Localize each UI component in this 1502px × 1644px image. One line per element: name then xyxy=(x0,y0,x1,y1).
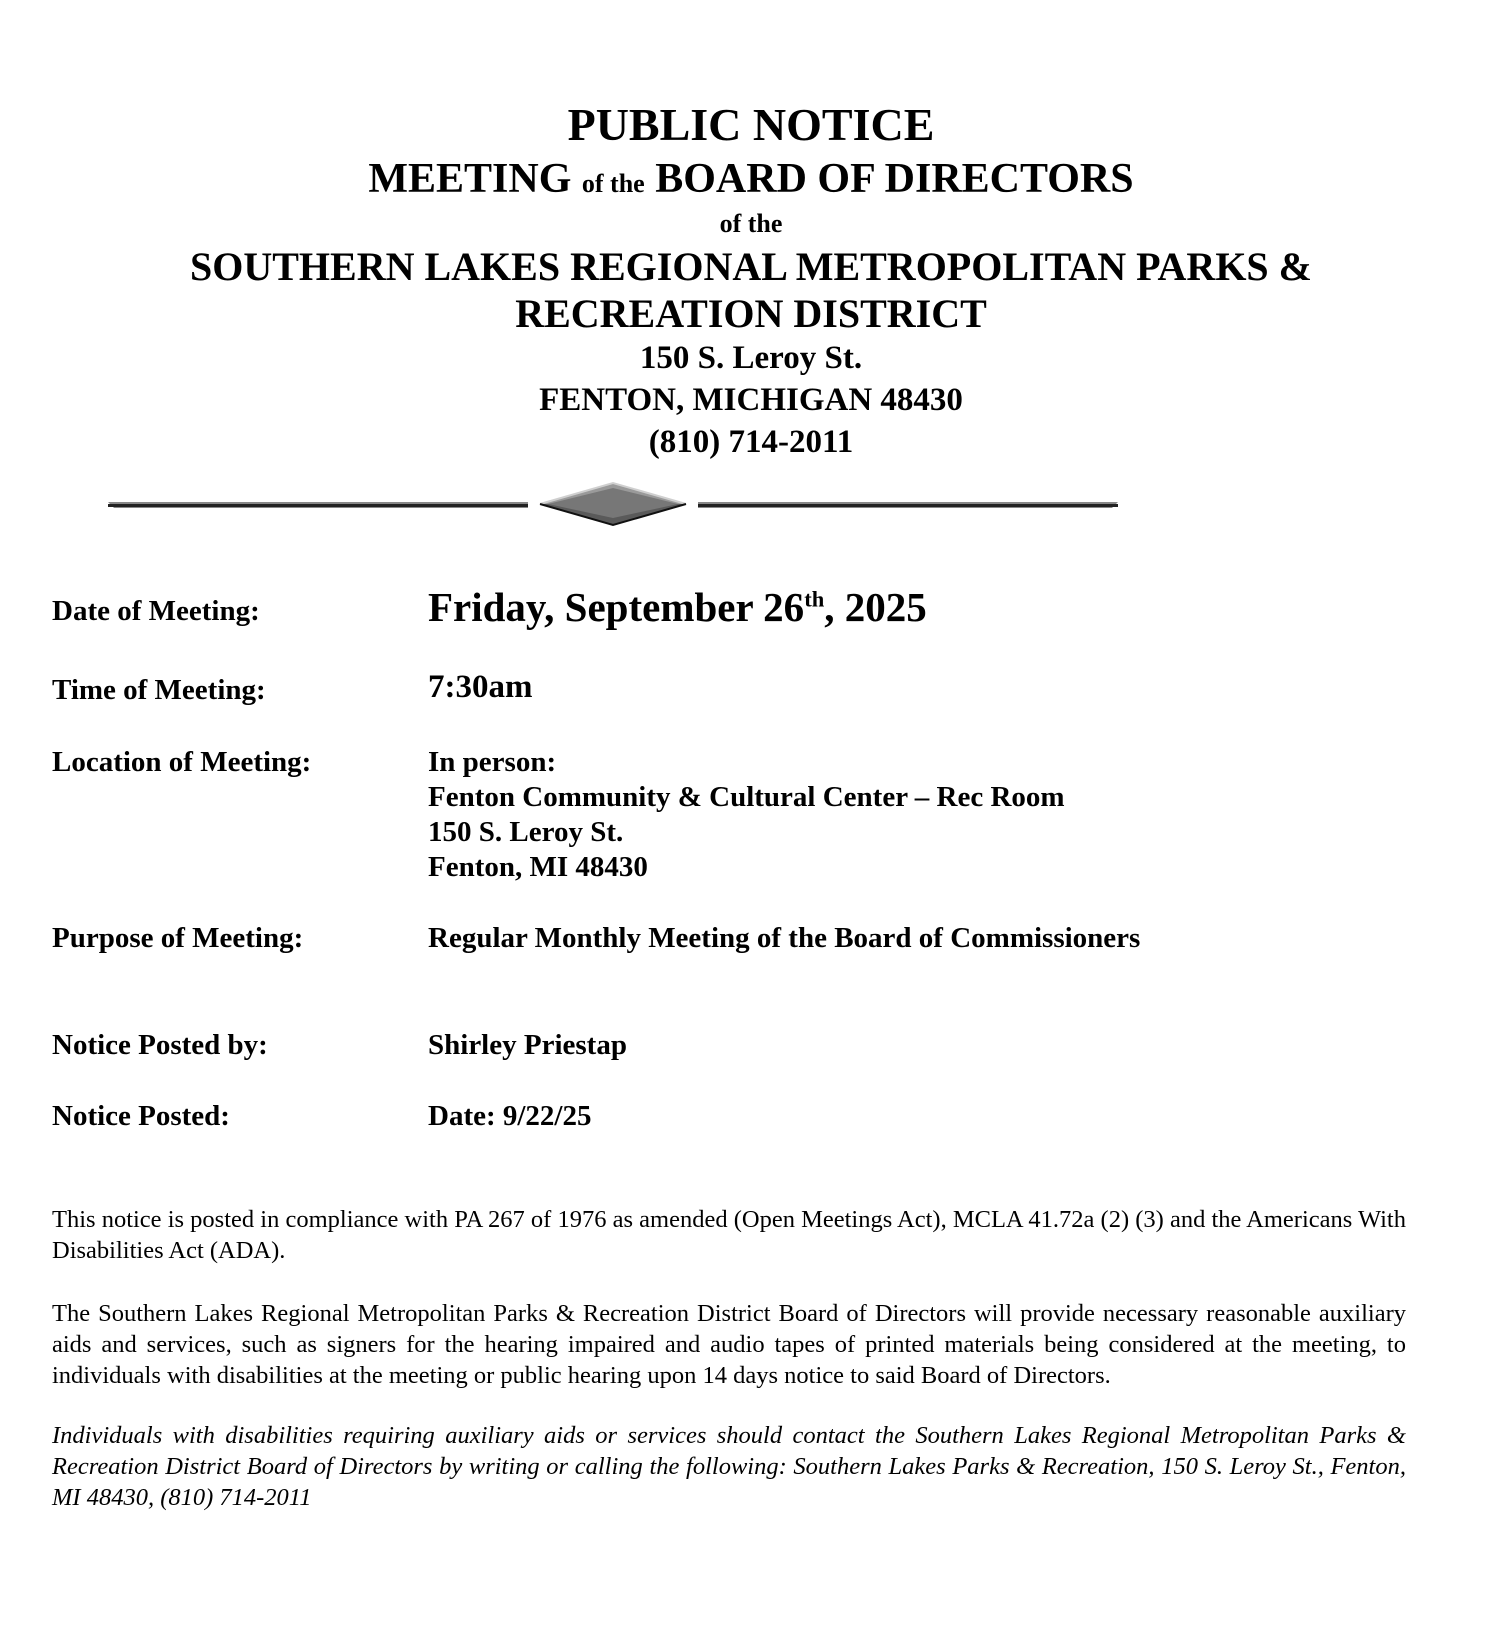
location-line-4: Fenton, MI 48430 xyxy=(428,851,648,883)
time-value: 7:30am xyxy=(428,669,533,705)
posted-value: Date: 9/22/25 xyxy=(428,1100,592,1132)
header-phone: (810) 714-2011 xyxy=(648,424,854,460)
aids-paragraph: The Southern Lakes Regional Metropolitan Parks & Recreation District Board of Directors will provide necessary reasonable auxiliary aids and services, such as signers for the hearing impaired and audio tapes of printed materials being considered at the meeting, to individuals with disabilities at the meeting or public hearing upon 14 days notice to said Board of Directors. xyxy=(52,1300,1406,1389)
date-label: Date of Meeting: xyxy=(52,595,260,627)
purpose-value: Regular Monthly Meeting of the Board of Commissioners xyxy=(428,922,1141,954)
posted-label: Notice Posted: xyxy=(52,1100,230,1132)
contact-paragraph: Individuals with disabilities requiring auxiliary aids or services should contact the Southern Lakes Regional Metropolitan Parks & Recreation District Board of Directors by writing or calling the following: Southern Lakes Parks & Recreation, 150 S. Leroy St., Fenton, MI 48430, (810) 714-2011 xyxy=(52,1422,1406,1511)
notice-title: PUBLIC NOTICE xyxy=(567,99,935,150)
compliance-paragraph: This notice is posted in compliance with PA 267 of 1976 as amended (Open Meetings Act), MCLA 41.72a (2) (3) and the Americans With Disabilities Act (ADA). xyxy=(52,1206,1406,1264)
decorative-divider xyxy=(108,480,1118,530)
board-word: BOARD OF DIRECTORS xyxy=(655,156,1134,202)
date-value-suffix: th xyxy=(804,586,825,612)
posted-by-label: Notice Posted by: xyxy=(52,1029,268,1061)
time-label: Time of Meeting: xyxy=(52,674,266,706)
purpose-label: Purpose of Meeting: xyxy=(52,922,304,954)
header-city: FENTON, MICHIGAN 48430 xyxy=(539,382,963,418)
of-the-small: of the xyxy=(581,169,645,198)
meeting-word: MEETING xyxy=(368,156,572,202)
date-value xyxy=(428,583,927,631)
of-the-line: of the xyxy=(719,209,783,238)
date-value-year: , 2025 xyxy=(824,584,927,630)
district-name-line2: RECREATION DISTRICT xyxy=(515,291,987,336)
district-name-line1: SOUTHERN LAKES REGIONAL METROPOLITAN PARKS & xyxy=(189,244,1312,289)
posted-by-value: Shirley Priestap xyxy=(428,1029,627,1061)
header-address: 150 S. Leroy St. xyxy=(639,340,863,376)
meeting-heading xyxy=(0,155,1502,203)
location-label: Location of Meeting: xyxy=(52,746,312,778)
location-line-3: 150 S. Leroy St. xyxy=(428,816,624,848)
date-value-main: Friday, September 26 xyxy=(428,584,805,630)
location-line-1: In person: xyxy=(428,746,557,778)
location-line-2: Fenton Community & Cultural Center – Rec Room xyxy=(428,781,1065,813)
